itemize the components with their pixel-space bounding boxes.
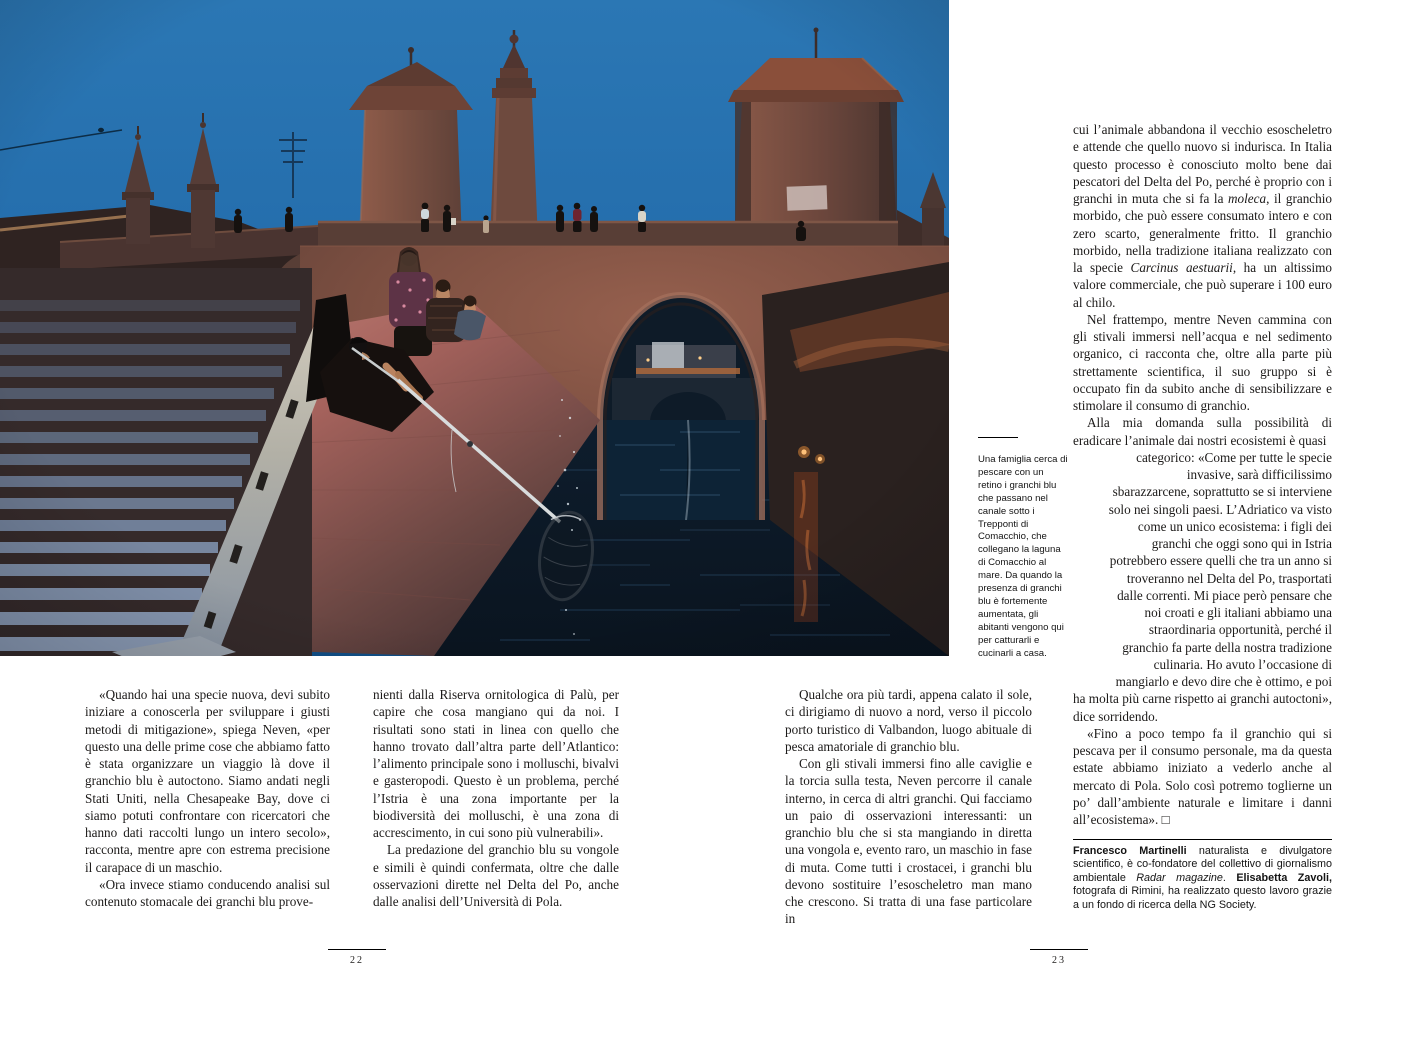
paragraph: Qualche ora più tardi, appena calato il sole, ci dirigiamo di nuovo a nord, verso il piccolo porto turistico di Valbandon, luogo abituale di pesca amatoriale di granchio blu. — [785, 687, 1032, 754]
vignette — [0, 0, 949, 656]
paragraph: nienti dalla Riserva ornitologica di Palù, per capire che cosa mangiano qui da noi. I risultati sono stati in linea con quello che hanno trovato dall’altra parte dell’Atlantico: l’alimento principale sono i molluschi, bivalvi e gasteropodi. Questo è un problema, perché l’Istria è una zona importante per la biodiversità dei molluschi, è una zona di accrescimento, in cui sono più vulnerabili». — [373, 687, 619, 840]
folio-rule — [328, 949, 386, 950]
paragraph: ha molta più carne rispetto ai granchi autoctoni», dice sorridendo. — [1073, 691, 1332, 724]
page-number-left — [328, 949, 386, 966]
contributors-byline: Francesco Martinelli naturalista e divulgatore scientifico, è co-fondatore del collettivo di giornalismo ambientale Radar magazine. Elisabetta Zavoli, fotografa di Rimini, ha realizzato questo lavoro grazie a un fondo di ricerca della NG Society. — [1073, 839, 1332, 912]
paragraph: Alla mia domanda sulla possibilità di eradicare l’animale dai nostri ecosistemi è quasi — [1073, 415, 1332, 448]
column-left-1 — [85, 686, 330, 910]
paragraph: Nel frattempo, mentre Neven cammina con gli stivali immersi nell’acqua e nel sedimento organico, ci racconta che, oltre alla parte più strettamente scientifica, il suo gruppo si è occupato fin da subito anche di sensibilizzare e stimolare il consumo di granchio. — [1073, 311, 1332, 413]
photo-caption — [978, 437, 1068, 661]
paragraph: «Ora invece stiamo conducendo analisi sul contenuto stomacale dei granchi blu prove- — [85, 876, 330, 909]
column-right-1 — [785, 686, 1032, 928]
photo-trepponti-bridge — [0, 0, 949, 656]
folio-number: 22 — [350, 955, 364, 966]
paragraph: «Quando hai una specie nuova, devi subito iniziare a conoscerla per sviluppare i giusti metodi di mitigazione», spiega Neven, «per questo una delle prime cose che abbiamo fatto è stata organizzare un viaggio là dove il granchio blu è autoctono. Siamo andati negli Stati Uniti, nella Chesapeake Bay, dove ci siamo potuti confrontare con ricercatori che hanno dati raccolti lungo un intero secolo», racconta, mentre apre con estrema precisione il carapace di un maschio. — [85, 687, 330, 875]
column-right-main — [1073, 121, 1332, 828]
caption-text: Una famiglia cerca di pescare con un retino i granchi blu che passano nel canale sotto i Trepponti di Comacchio, che collegano la laguna di Comacchio al mare. Da quando la presenza di granchi blu è fortemente aumentata, gli abitanti vengono qui per catturarli e cucinarli a casa. — [978, 454, 1068, 659]
page-number-right — [1030, 949, 1088, 966]
paragraph: Con gli stivali immersi fino alle caviglie e la torcia sulla testa, Neven percorre il canale interno, in cerca di altri granchi. Qui facciamo un paio di osservazioni interessanti: un granchio blu che si sta mangiando in diretta una vongola e, evento raro, un maschio in fase di muta. Come tutti i crostacei, i granchi blu devono sostituire l’esoscheletro man mano che crescono. Si tratta di una fase particolare in — [785, 756, 1032, 927]
column-left-2 — [373, 686, 619, 910]
paragraph: cui l’animale abbandona il vecchio esoscheletro e attende che quello nuovo si indurisca. In Italia questo processo è conosciuto molto bene dai pescatori del Delta del Po, perché è proprio con i granchi in muta che si fa la moleca, il granchio morbido, che può essere consumato intero e con zero scarto, generalmente fritto. Il granchio morbido, nella tradizione italiana realizzato con la specie Carcinus aestuarii, ha un altissimo valore commerciale, che può superare i 100 euro al chilo. — [1073, 122, 1333, 310]
caption-rule — [978, 437, 1018, 438]
folio-number: 23 — [1052, 955, 1066, 966]
folio-rule — [1030, 949, 1088, 950]
photo-illustration — [0, 0, 949, 656]
paragraph: «Fino a poco tempo fa il granchio qui si pescava per il consumo personale, ma da questa estate abbiamo iniziato a vederlo anche al mercato di Pola. Solo così potremo toglierne un po’ dall’ambiente naturale e limitare i danni all’ecosistema». □ — [1073, 725, 1332, 827]
paragraph-ragged-left: categorico: «Come per tutte le specie invasive, sarà difficilissimo sbarazzarcene, soprattutto se si interviene solo nei singoli paesi. L’Adriatico va visto come un unico ecosistema: i figli dei granchi che oggi sono qui in Istria potrebbero essere quelli che tra un anno si troveranno nel Delta del Po, trasportati dalle correnti. Mi piace però pensare che noi croati e gli italiani abbiamo una straordinaria opportunità, perché il granchio fa parte della nostra tradizione culinaria. Ho avuto l’occasione di mangiarlo e devo dire che è ottimo, e poi — [1108, 449, 1332, 689]
paragraph: La predazione del granchio blu su vongole e simili è quindi confermata, oltre che dalle osservazioni dirette nel Delta del Po, anche dalle analisi dell’Università di Pola. — [373, 842, 619, 909]
